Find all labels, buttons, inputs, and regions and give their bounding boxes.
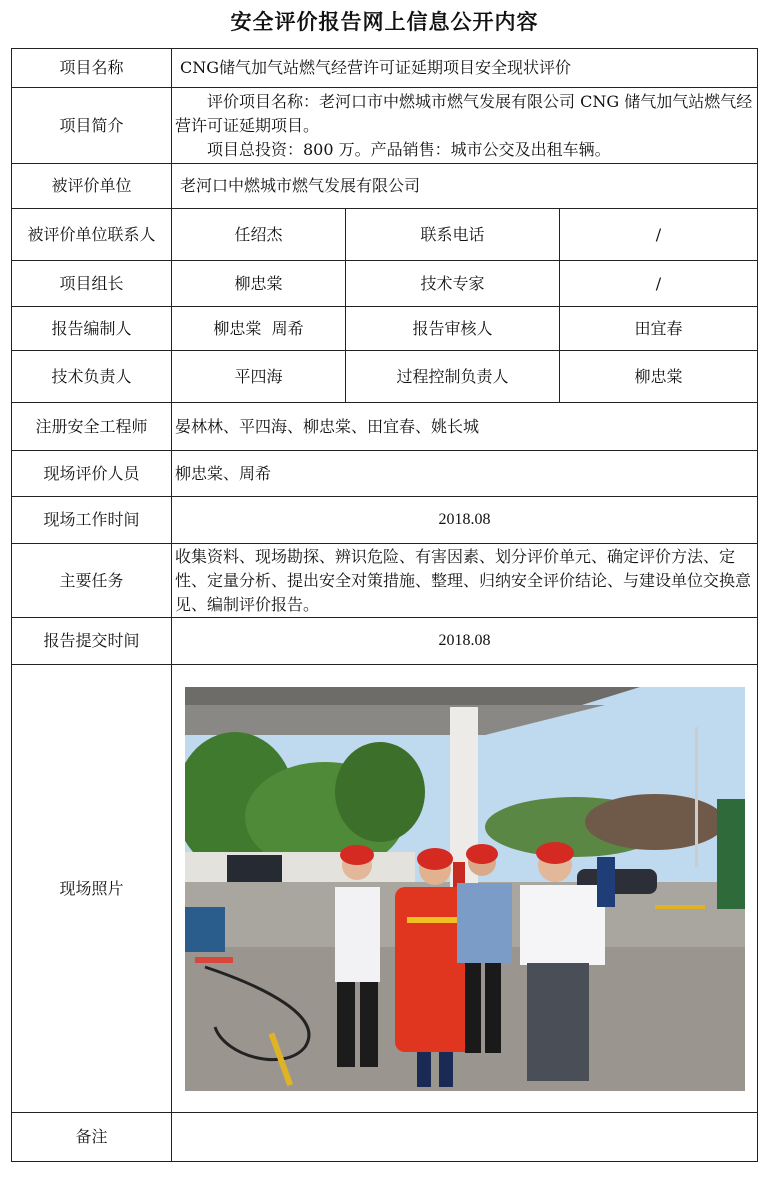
remarks-value bbox=[172, 1113, 758, 1162]
photo-wall bbox=[185, 852, 415, 887]
phone-label: 联系电话 bbox=[346, 209, 560, 261]
report-author-value: 柳忠棠 周希 bbox=[172, 307, 346, 351]
row-evaluated-unit bbox=[12, 164, 758, 209]
main-tasks-label: 主要任务 bbox=[12, 544, 172, 618]
reviewer-value: 田宜春 bbox=[560, 307, 758, 351]
info-table bbox=[11, 48, 758, 1162]
site-photo-label: 现场照片 bbox=[12, 665, 172, 1113]
row-main-tasks bbox=[12, 544, 758, 618]
expert-value: / bbox=[560, 261, 758, 307]
contact-value: 任绍杰 bbox=[172, 209, 346, 261]
page-title: 安全评价报告网上信息公开内容 bbox=[230, 9, 539, 34]
row-site-staff bbox=[12, 451, 758, 497]
site-photo bbox=[185, 687, 745, 1091]
process-label: 过程控制负责人 bbox=[346, 351, 560, 403]
row-site-photo bbox=[12, 665, 758, 1113]
row-project-intro bbox=[12, 88, 758, 164]
project-intro-line1: 评价项目名称：老河口市中燃城市燃气发展有限公司 CNG 储气加气站燃气经营许可证延期项目。 bbox=[175, 91, 753, 135]
site-staff-label: 现场评价人员 bbox=[12, 451, 172, 497]
site-photo-cell bbox=[172, 665, 758, 1113]
site-time-label: 现场工作时间 bbox=[12, 497, 172, 544]
row-remarks bbox=[12, 1113, 758, 1162]
project-intro-label: 项目简介 bbox=[12, 88, 172, 164]
row-submit-time bbox=[12, 618, 758, 665]
evaluated-unit-value: 老河口中燃城市燃气发展有限公司 bbox=[172, 164, 758, 209]
row-project-name bbox=[12, 49, 758, 88]
row-team-leader bbox=[12, 261, 758, 307]
submit-time-value: 2018.08 bbox=[172, 618, 758, 665]
project-name-label: 项目名称 bbox=[12, 49, 172, 88]
team-leader-value: 柳忠棠 bbox=[172, 261, 346, 307]
main-tasks-value: 收集资料、现场勘探、辨识危险、有害因素、划分评价单元、确定评价方法、定性、定量分析、提出安全对策措施、整理、归纳安全评价结论、与建设单位交换意见、编制评价报告。 bbox=[172, 544, 758, 618]
site-staff-value: 柳忠棠、周希 bbox=[172, 451, 758, 497]
submit-time-label: 报告提交时间 bbox=[12, 618, 172, 665]
expert-label: 技术专家 bbox=[346, 261, 560, 307]
row-site-time bbox=[12, 497, 758, 544]
contact-label: 被评价单位联系人 bbox=[12, 209, 172, 261]
evaluated-unit-label: 被评价单位 bbox=[12, 164, 172, 209]
row-engineers bbox=[12, 403, 758, 451]
row-tech-lead bbox=[12, 351, 758, 403]
reviewer-label: 报告审核人 bbox=[346, 307, 560, 351]
remarks-label: 备注 bbox=[12, 1113, 172, 1162]
row-contact bbox=[12, 209, 758, 261]
phone-value: / bbox=[560, 209, 758, 261]
team-leader-label: 项目组长 bbox=[12, 261, 172, 307]
engineers-label: 注册安全工程师 bbox=[12, 403, 172, 451]
tech-lead-value: 平四海 bbox=[172, 351, 346, 403]
engineers-value: 晏林林、平四海、柳忠棠、田宜春、姚长城 bbox=[172, 403, 758, 451]
project-intro-value bbox=[172, 88, 758, 164]
row-report-author bbox=[12, 307, 758, 351]
tech-lead-label: 技术负责人 bbox=[12, 351, 172, 403]
process-value: 柳忠棠 bbox=[560, 351, 758, 403]
report-author-label: 报告编制人 bbox=[12, 307, 172, 351]
project-intro-line2: 项目总投资：800 万。产品销售：城市公交及出租车辆。 bbox=[207, 139, 611, 159]
site-time-value: 2018.08 bbox=[172, 497, 758, 544]
project-name-value: CNG储气加气站燃气经营许可证延期项目安全现状评价 bbox=[172, 49, 758, 88]
